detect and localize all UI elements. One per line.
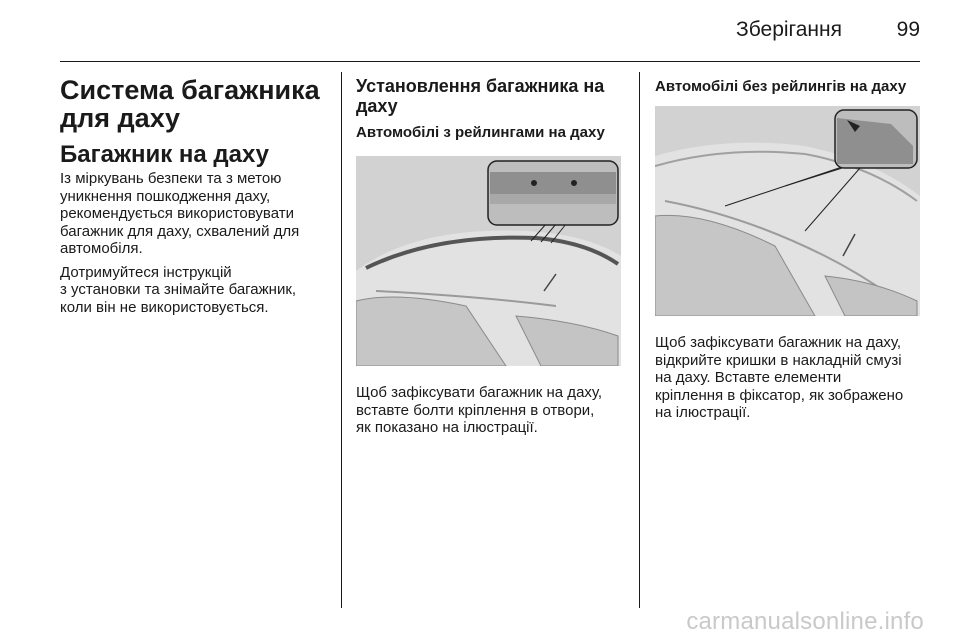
instruction-line: з установки та знімайте багажник, bbox=[60, 281, 297, 298]
instruction-paragraph bbox=[60, 264, 328, 317]
roof-no-rails-illustration bbox=[655, 106, 920, 316]
intro-line: Із міркувань безпеки та з метою bbox=[60, 170, 282, 187]
page-number: 99 bbox=[896, 18, 920, 41]
caption-line: на даху. Вставте елементи bbox=[655, 369, 842, 386]
section-title bbox=[60, 76, 328, 132]
intro-line: уникнення пошкодження даху, bbox=[60, 187, 271, 205]
column-divider-left bbox=[341, 72, 342, 608]
intro-line: автомобіля. bbox=[60, 240, 143, 257]
no-rails-subheading: Автомобілі без рейлингів на даху bbox=[655, 78, 907, 95]
roof-rails-drawing bbox=[356, 156, 621, 366]
column-intro bbox=[60, 76, 328, 322]
header-section-title: Зберігання bbox=[736, 18, 842, 41]
intro-line: рекомендується використовувати bbox=[60, 205, 294, 222]
instruction-line: коли він не використовується. bbox=[60, 298, 269, 316]
roof-no-rails-drawing bbox=[655, 106, 920, 316]
caption-line: Щоб зафіксувати багажник на даху, bbox=[655, 334, 902, 351]
roof-rails-illustration bbox=[356, 156, 621, 366]
header-rule bbox=[60, 61, 920, 62]
watermark: carmanualsonline.info bbox=[686, 608, 924, 635]
subsection-title: Багажник на даху bbox=[60, 141, 269, 168]
intro-line: багажник для даху, схвалений для bbox=[60, 222, 300, 240]
caption-line: відкрийте кришки в накладній смузі bbox=[655, 351, 902, 369]
caption-line: на ілюстрації. bbox=[655, 404, 751, 421]
instruction-line: Дотримуйтеся інструкцій bbox=[60, 263, 232, 281]
column-divider-right bbox=[639, 72, 640, 608]
section-title-line2: для даху bbox=[60, 103, 181, 133]
caption-line: як показано на ілюстрації. bbox=[356, 419, 538, 436]
install-heading-line2: даху bbox=[356, 96, 398, 116]
intro-paragraph bbox=[60, 170, 328, 258]
caption-line: вставте болти кріплення в отвори, bbox=[356, 401, 595, 419]
column-without-rails bbox=[655, 76, 923, 428]
rails-subheading: Автомобілі з рейлингами на даху bbox=[356, 124, 605, 141]
column-with-rails bbox=[356, 76, 626, 443]
section-title-line1: Система багажника bbox=[60, 75, 320, 105]
install-heading bbox=[356, 76, 626, 116]
rails-caption bbox=[356, 384, 626, 437]
no-rails-caption bbox=[655, 334, 923, 422]
caption-line: Щоб зафіксувати багажник на даху, bbox=[356, 384, 603, 401]
caption-line: кріплення в фіксатор, як зображено bbox=[655, 386, 904, 404]
install-heading-line1: Установлення багажника на bbox=[356, 76, 605, 96]
